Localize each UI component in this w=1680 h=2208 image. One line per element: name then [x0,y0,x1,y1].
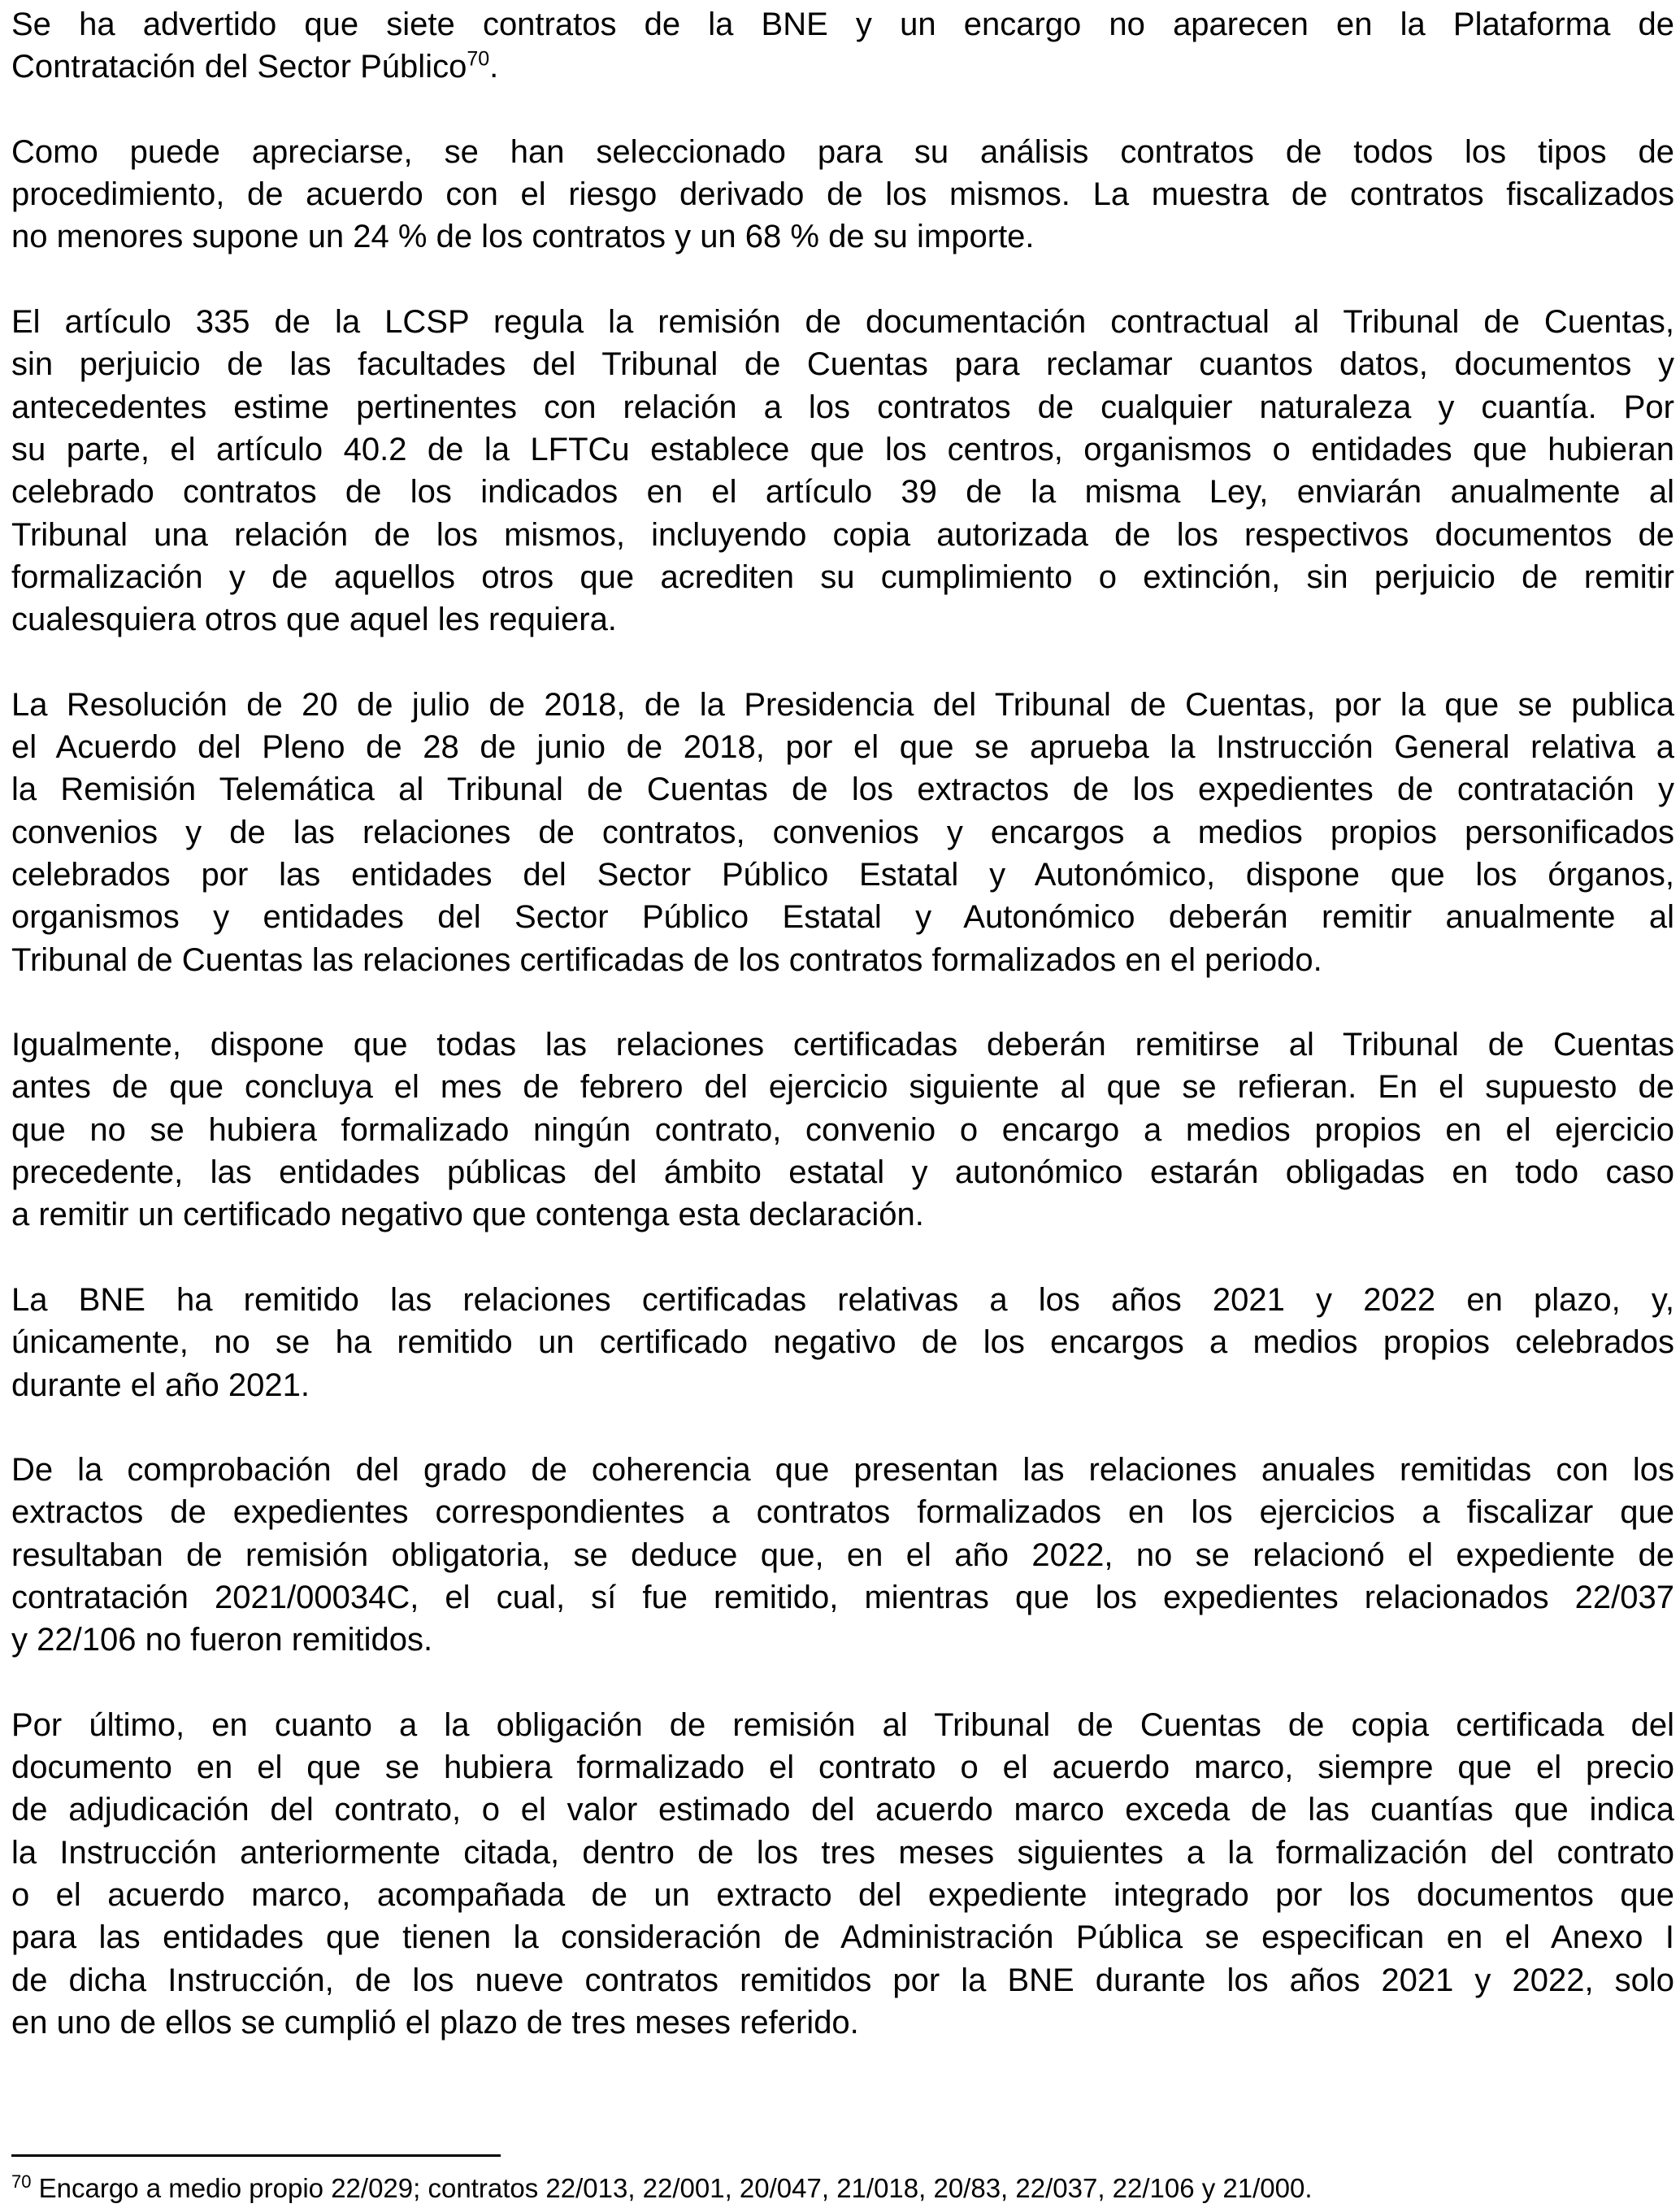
text-line: su parte, el artículo 40.2 de la LFTCu establece que los centros, organismos o entidades que hubieran [11,431,1674,467]
text-span: Contratación del Sector Público [11,49,467,85]
text-line: el Acuerdo del Pleno de 28 de junio de 2018, por el que se aprueba la Instrucción General relativa a [11,729,1674,766]
text-line: Igualmente, dispone que todas las relaciones certificadas deberán remitirse al Tribunal de Cuentas [11,1027,1674,1063]
text-line: cualesquiera otros que aquel les requiera. [11,602,617,638]
text-line: El artículo 335 de la LCSP regula la remisión de documentación contractual al Tribunal de Cuentas, [11,304,1674,341]
document-body [11,3,1674,2087]
text-line: La Resolución de 20 de julio de 2018, de la Presidencia del Tribunal de Cuentas, por la que se publica [11,686,1674,723]
footnote-separator [11,2154,501,2157]
text-line: Por último, en cuanto a la obligación de remisión al Tribunal de Cuentas de copia certificada del [11,1706,1674,1743]
paragraph [11,3,1674,89]
footnote [11,2172,1313,2205]
text-line: precedente, las entidades públicas del ámbito estatal y autonómico estarán obligadas en todo caso [11,1154,1674,1191]
paragraph [11,684,1674,981]
text-line: celebrado contratos de los indicados en el artículo 39 de la misma Ley, enviarán anualmente al [11,474,1674,511]
text-line: contratación 2021/00034C, el cual, sí fue remitido, mientras que los expedientes relacionados 22/037 [11,1579,1674,1615]
text-line: antecedentes estime pertinentes con relación a los contratos de cualquier naturaleza y cuantía. Por [11,389,1674,425]
paragraph [11,301,1674,641]
footnote-text: Encargo a medio propio 22/029; contratos 22/013, 22/001, 20/047, 21/018, 20/83, 22/037, 22/106 y 21/000. [38,2173,1313,2203]
text-line: de dicha Instrucción, de los nueve contratos remitidos por la BNE durante los años 2021 y 2022, solo [11,1962,1674,1998]
text-line: Tribunal de Cuentas las relaciones certificadas de los contratos formalizados en el periodo. [11,941,1322,978]
text-line: sin perjuicio de las facultades del Tribunal de Cuentas para reclamar cuantos datos, documentos y [11,346,1674,383]
paragraph [11,1449,1674,1661]
text-line: que no se hubiera formalizado ningún contrato, convenio o encargo a medios propios en el ejercicio [11,1111,1674,1148]
text-line: y 22/106 no fueron remitidos. [11,1622,433,1658]
text-line: o el acuerdo marco, acompañada de un extracto del expediente integrado por los documentos que [11,1877,1674,1914]
text-line: Se ha advertido que siete contratos de la BNE y un encargo no aparecen en la Plataforma de [11,7,1674,42]
text-line: la Instrucción anteriormente citada, dentro de los tres meses siguientes a la formalización del contrato [11,1834,1674,1871]
text-line: procedimiento, de acuerdo con el riesgo derivado de los mismos. La muestra de contratos fiscalizados [11,176,1674,213]
text-line: de adjudicación del contrato, o el valor estimado del acuerdo marco exceda de las cuantías que indica [11,1792,1674,1828]
text-line: De la comprobación del grado de coherencia que presentan las relaciones anuales remitidas con los [11,1452,1674,1489]
text-line [11,46,1674,88]
text-line: durante el año 2021. [11,1367,310,1403]
text-line: documento en el que se hubiera formalizado el contrato o el acuerdo marco, siempre que el precio [11,1749,1674,1786]
text-line: organismos y entidades del Sector Público Estatal y Autonómico deberán remitir anualmente al [11,899,1674,936]
text-line: a remitir un certificado negativo que contenga esta declaración. [11,1197,924,1233]
text-span: . [489,49,499,85]
paragraph [11,131,1674,259]
text-line: para las entidades que tienen la consideración de Administración Pública se especifican en el Anexo I [11,1919,1674,1956]
footnote-reference[interactable]: 70 [467,47,490,71]
paragraph [11,1704,1674,2044]
paragraph [11,1279,1674,1406]
text-line: extractos de expedientes correspondientes a contratos formalizados en los ejercicios a fiscalizar que [11,1494,1674,1531]
text-line: la Remisión Telemática al Tribunal de Cuentas de los extractos de los expedientes de contratación y [11,771,1674,808]
paragraphs [11,131,1674,2044]
text-line: resultaban de remisión obligatoria, se deduce que, en el año 2022, no se relacionó el expediente de [11,1536,1674,1573]
text-line: Como puede apreciarse, se han seleccionado para su análisis contratos de todos los tipos de [11,133,1674,170]
text-line: La BNE ha remitido las relaciones certificadas relativas a los años 2021 y 2022 en plazo, y, [11,1281,1674,1318]
text-line: no menores supone un 24 % de los contratos y un 68 % de su importe. [11,219,1035,255]
text-line: únicamente, no se ha remitido un certificado negativo de los encargos a medios propios celebrados [11,1324,1674,1361]
text-line: formalización y de aquellos otros que acrediten su cumplimiento o extinción, sin perjuicio de remitir [11,559,1674,595]
footnote-number: 70 [11,2171,32,2192]
text-line: antes de que concluya el mes de febrero del ejercicio siguiente al que se refieran. En el supuesto de [11,1069,1674,1106]
text-line: en uno de ellos se cumplió el plazo de tres meses referido. [11,2004,859,2041]
text-line: celebrados por las entidades del Sector Público Estatal y Autonómico, dispone que los órganos, [11,856,1674,893]
text-line: Tribunal una relación de los mismos, incluyendo copia autorizada de los respectivos documentos de [11,516,1674,553]
paragraph [11,1024,1674,1236]
text-line: convenios y de las relaciones de contratos, convenios y encargos a medios propios personificados [11,814,1674,850]
